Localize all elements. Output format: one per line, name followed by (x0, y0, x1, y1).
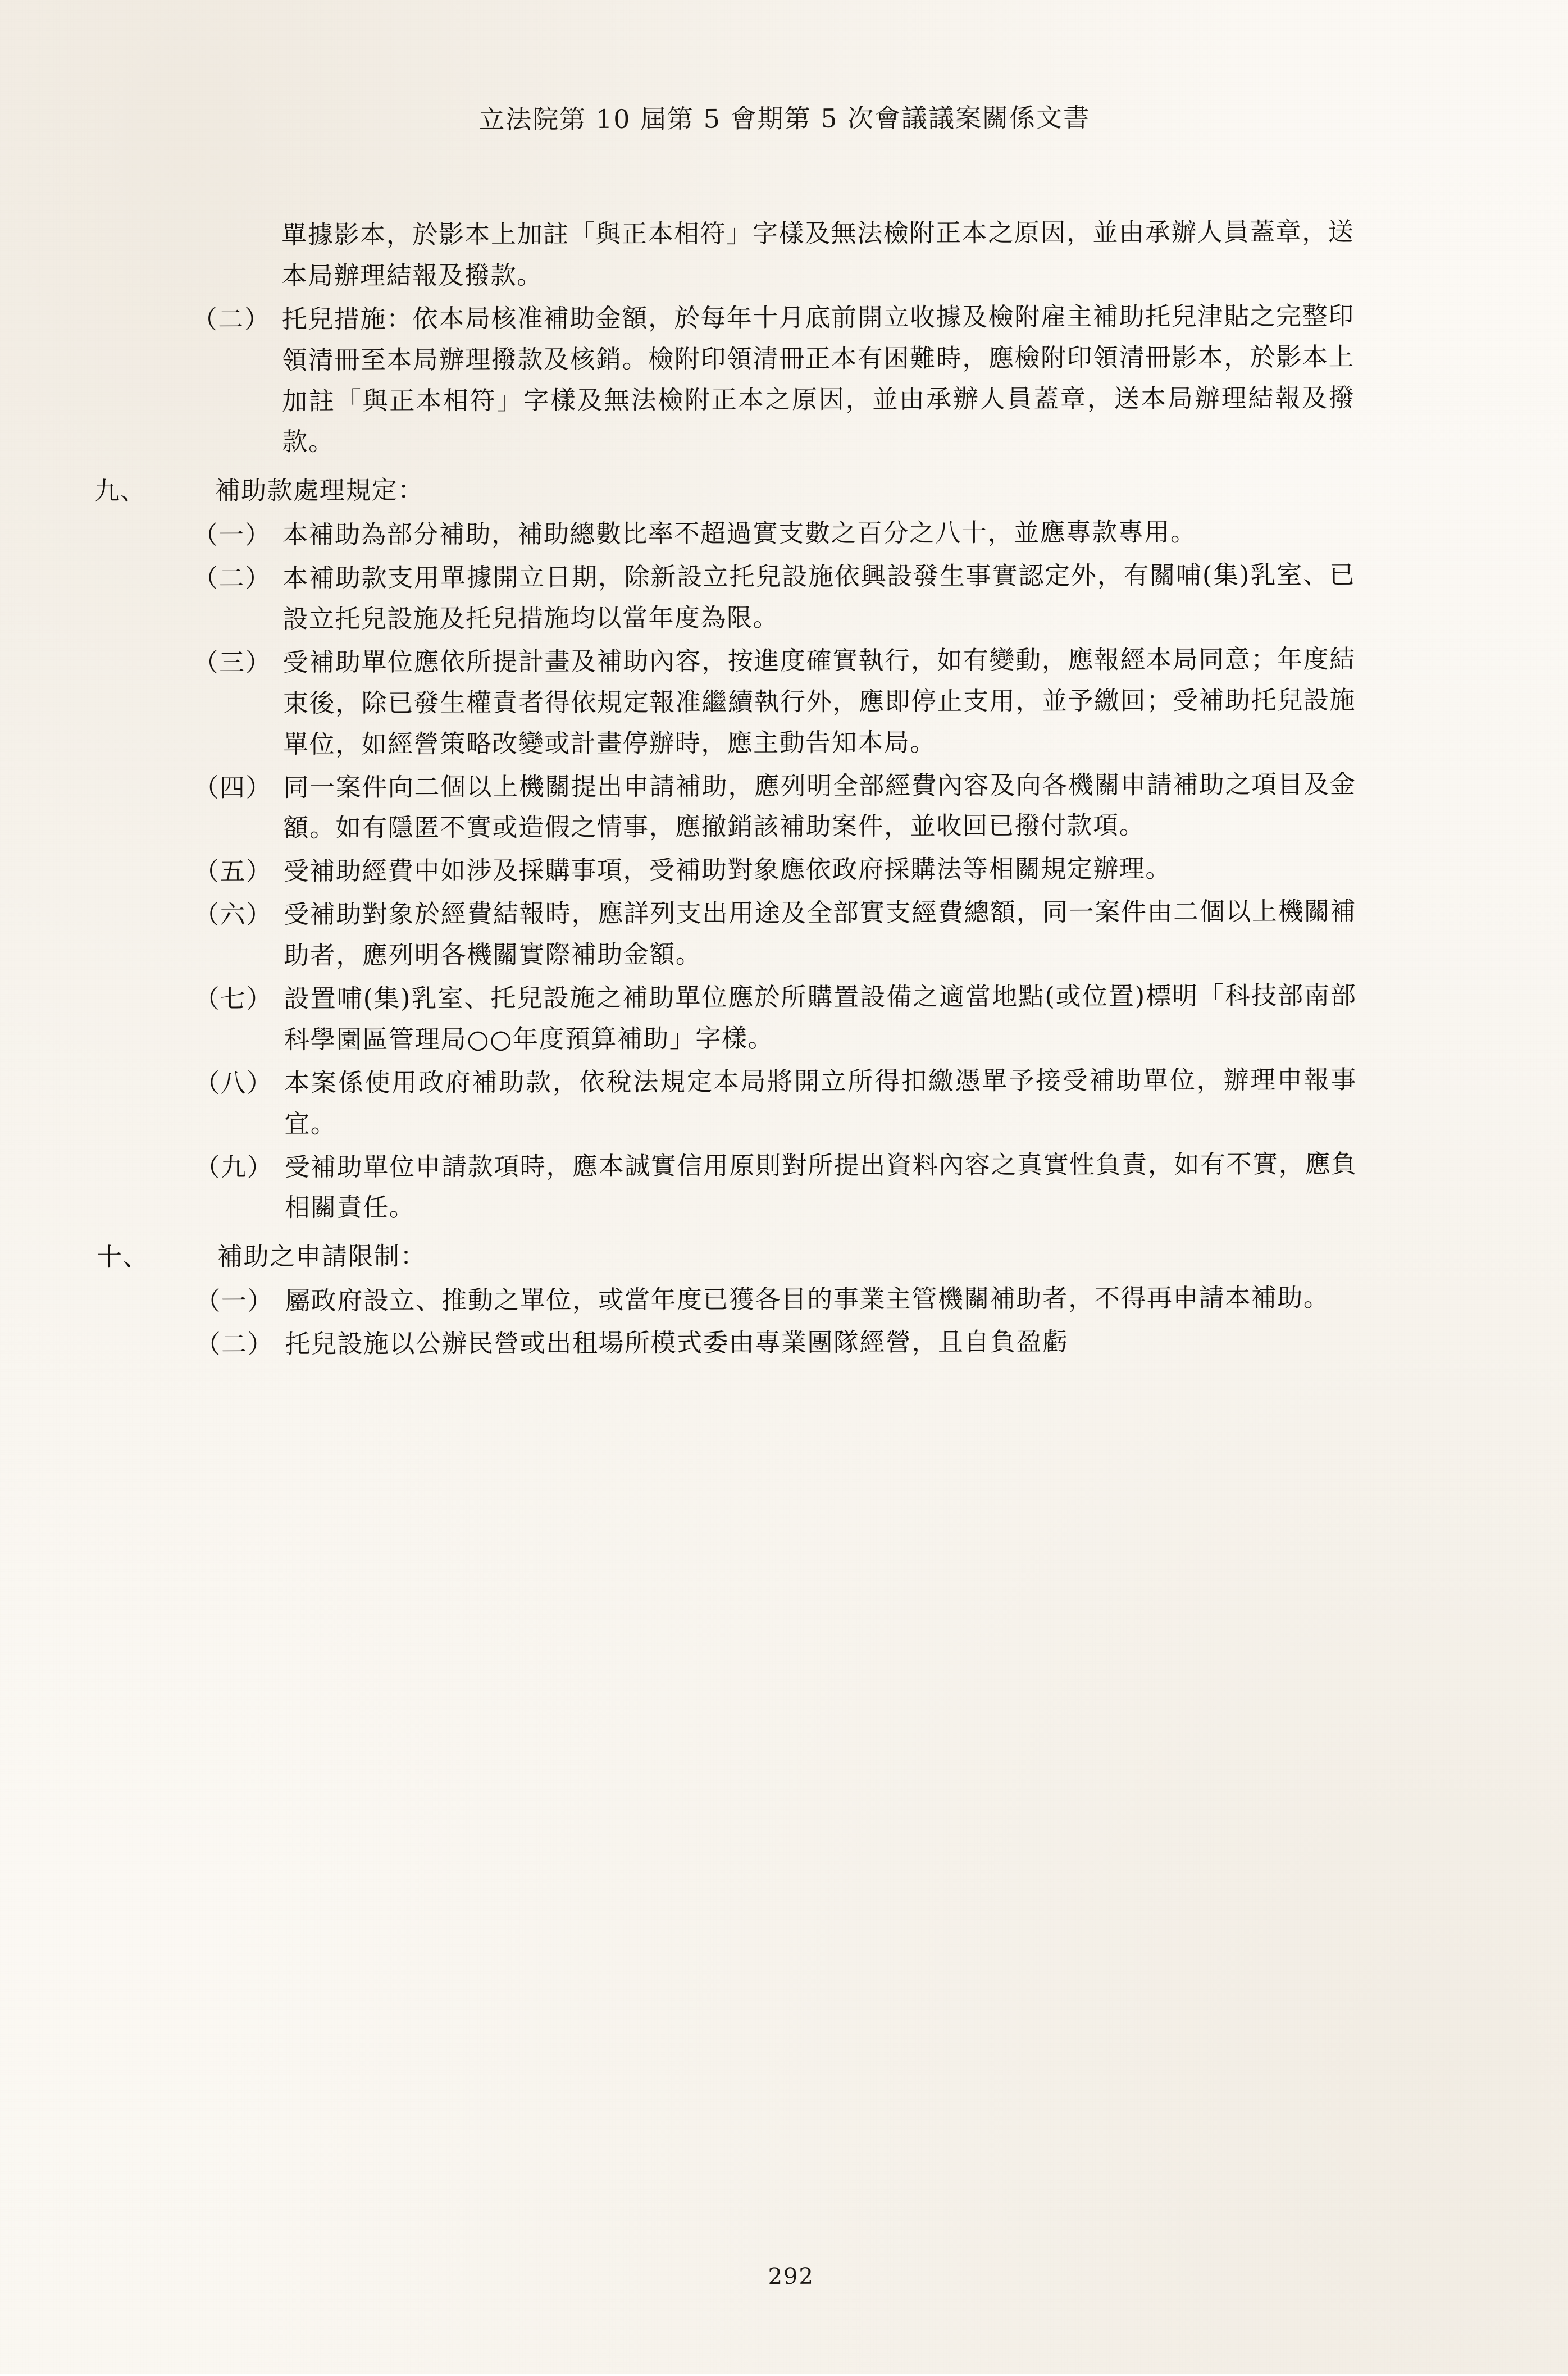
paragraph-text: 屬政府設立、推動之單位，或當年度已獲各目的事業主管機關補助者，不得再申請本補助。 (285, 1283, 1330, 1316)
paragraph-marker (192, 215, 281, 216)
paragraph-text: 本補助為部分補助，補助總數比率不超過實支數之百分之八十，並應專款專用。 (282, 517, 1197, 550)
section-heading (83, 467, 1355, 512)
paragraph-text: 受補助對象於經費結報時，應詳列支出用途及全部實支經費總額，同一案件由二個以上機關補助者，應列明各機關實際補助金額。 (284, 896, 1357, 970)
paragraph-text: 托兒措施：依本局核准補助金額，於每年十月底前開立收據及檢附雇主補助托兒津貼之完整印領清冊至本局辦理撥款及核銷。檢附印領清冊正本有困難時，應檢附印領清冊影本，於影本上加註「與正本相符」字樣及無法檢附正本之原因，並由承辦人員蓋章，送本局辦理結報及撥款。 (281, 300, 1355, 457)
paragraph-marker: （二） (193, 563, 271, 594)
paragraph-marker: （一） (192, 520, 271, 550)
paragraph (194, 1060, 1357, 1145)
paragraph (194, 1143, 1357, 1229)
paragraph-text: 設置哺(集)乳室、托兒設施之補助單位應於所購置設備之適當地點(或位置)標明「科技部南部科學園區管理局○○年度預算補助」字樣。 (284, 980, 1357, 1055)
paragraph-marker: （九） (194, 1152, 274, 1182)
paragraph-text: 單據影本，於影本上加註「與正本相符」字樣及無法檢附正本之原因，並由承辦人員蓋章，送本局辦理結報及撥款。 (281, 216, 1355, 291)
paragraph-marker: （六） (194, 900, 272, 930)
paragraph-marker: （七） (194, 983, 273, 1014)
paragraph-text: 本案係使用政府補助款，依稅法規定本局將開立所得扣繳憑單予接受補助單位，辦理申報事宜。 (284, 1064, 1357, 1139)
paragraph-text: 受補助經費中如涉及採購事項，受補助對象應依政府採購法等相關規定辦理。 (283, 854, 1172, 887)
paragraph-marker: （二） (192, 304, 271, 335)
paragraph-marker: （三） (193, 647, 272, 678)
document-body (94, 212, 1357, 1367)
paragraph (193, 848, 1356, 892)
paragraph-text: 受補助單位應依所提計畫及補助內容，按進度確實執行，如有變動，應報經本局同意；年度結束後，除已發生權責者得依規定報准繼續執行外，應即停止支用，並予繳回；受補助托兒設施單位，如經營策略改變或計畫停辦時，應主動告知本局。 (282, 644, 1356, 759)
section-marker: 十、 (96, 1242, 149, 1273)
paragraph-marker: （二） (195, 1329, 274, 1360)
page-number: 292 (768, 2263, 814, 2290)
section-marker: 九、 (94, 476, 147, 507)
paragraph-text: 同一案件向二個以上機關提出申請補助，應列明全部經費內容及向各機關申請補助之項目及金額。如有隱匿不實或造假之情事，應撤銷該補助案件，並收回已撥付款項。 (283, 769, 1356, 843)
paragraph (192, 296, 1355, 463)
paragraph (194, 891, 1357, 977)
section-heading (85, 1233, 1357, 1278)
paragraph (214, 212, 1354, 297)
paragraph (194, 975, 1357, 1061)
paragraph (195, 1278, 1357, 1322)
section-title: 補助款處理規定： (215, 475, 424, 506)
paragraph (193, 555, 1356, 640)
page-header: 立法院第 10 屆第 5 會期第 5 次會議議案關係文書 (478, 102, 1091, 135)
paragraph (192, 512, 1355, 556)
paragraph-marker: （一） (195, 1286, 274, 1316)
paragraph-marker: （五） (193, 856, 272, 887)
paragraph (195, 1321, 1357, 1365)
paragraph-text: 本補助款支用單據開立日期，除新設立托兒設施依興設發生事實認定外，有關哺(集)乳室、已設立托兒設施及托兒措施均以當年度為限。 (282, 559, 1356, 634)
paragraph-marker: （四） (193, 772, 272, 802)
paragraph-marker: （八） (194, 1068, 273, 1098)
paragraph (193, 764, 1356, 849)
paragraph-text: 托兒設施以公辦民營或出租場所模式委由專業團隊經營，且自負盈虧 (285, 1326, 1069, 1359)
paragraph-text: 受補助單位申請款項時，應本誠實信用原則對所提出資料內容之真實性負責，如有不實，應負相關責任。 (284, 1148, 1357, 1223)
paragraph (193, 639, 1356, 765)
section-title: 補助之申請限制： (217, 1241, 427, 1272)
